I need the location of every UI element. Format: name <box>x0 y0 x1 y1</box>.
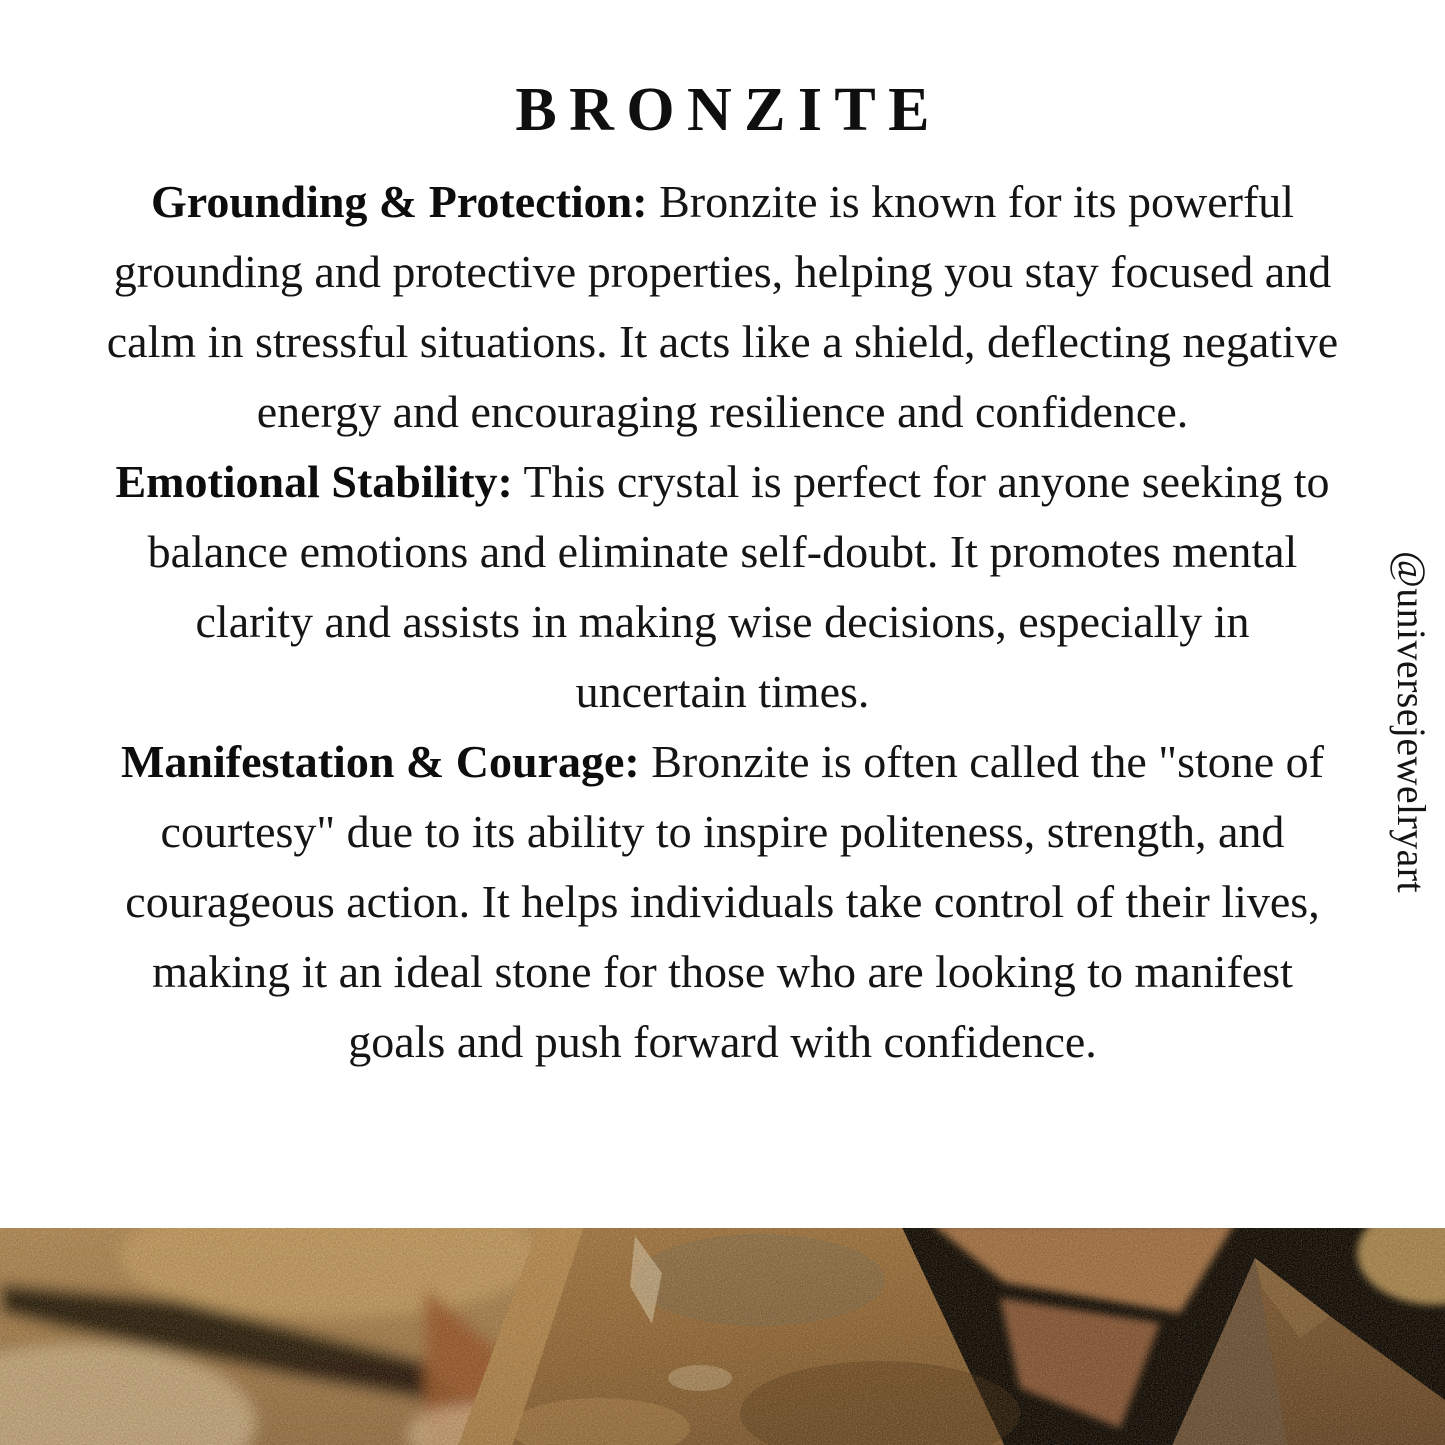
paragraph-body-grounding: Bronzite is known for its powerful grounding and protective properties, helping you stay focused and calm in stressful situations. It acts like a shield, deflecting negative energy and encouraging resilience and confidence. <box>106 176 1339 438</box>
paragraph-body-manifestation: Bronzite is often called the "stone of courtesy" due to its ability to inspire politeness, strength, and courageous action. It helps individuals take control of their lives, making it an ideal stone for those who are looking to manifest goals and push forward with confidence. <box>125 736 1324 1068</box>
paragraph-lead-grounding: Grounding & Protection: <box>150 176 648 228</box>
bronzite-rocks-photo <box>0 1228 1445 1445</box>
paragraph-lead-manifestation: Manifestation & Courage: <box>121 736 640 788</box>
paragraph-grounding-protection <box>105 167 1340 447</box>
paragraph-body-emotional: This crystal is perfect for anyone seeking to balance emotions and eliminate self-doubt. It promotes mental clarity and assists in making wise decisions, especially in uncertain times. <box>147 456 1330 718</box>
paragraph-manifestation-courage <box>105 727 1340 1077</box>
paragraph-lead-emotional: Emotional Stability: <box>115 456 513 508</box>
social-handle: @universejewelryart <box>1389 550 1434 894</box>
paragraph-emotional-stability <box>105 447 1340 727</box>
description-text <box>105 167 1340 1077</box>
page-title: BRONZITE <box>515 76 942 144</box>
